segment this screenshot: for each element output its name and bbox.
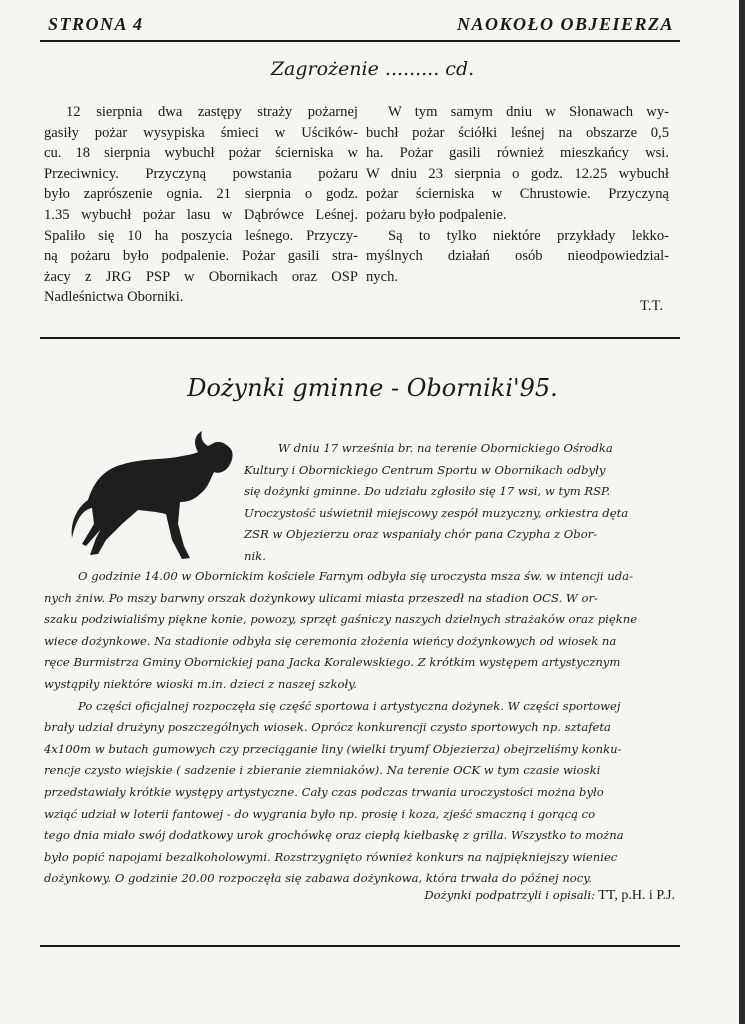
text-line: cu. 18 sierpnia wybuchł pożar ścierniska w <box>44 145 358 162</box>
text-line: ZSR w Objezierzu oraz wspaniały chór pana Czypha z Obor- <box>244 527 598 542</box>
scan-edge <box>739 0 745 1024</box>
text-line: Są to tylko niektóre przykłady lekko- <box>388 227 669 244</box>
text-line: wystąpiły niektóre wioski m.in. dzieci z naszej szkoły. <box>44 676 357 691</box>
text-line: nik. <box>244 548 266 563</box>
text-line: pożar ścierniska w Chrustowie. Przyczyną <box>366 186 669 203</box>
text-line: wiece dożynkowe. Na stadionie odbyła się ceremonia złożenia wieńcy dożynkowych od wiosek na <box>44 633 617 648</box>
text-line: O godzinie 14.00 w Obornickim kościele Farnym odbyła się uroczysta msza św. w intencji uda- <box>78 569 634 583</box>
footer-rule <box>40 945 680 947</box>
text-line: 4x100m w butach gumowych czy przeciąganie liny (wielki tryumf Objezierza) obejrzeliśmy konku- <box>44 741 622 756</box>
text-line: tego dnia miało swój dodatkowy urok grochówkę oraz ciepłą kiełbaskę z grilla. Wszystko to można <box>44 828 624 843</box>
publication-title: NAOKOŁO OBJEIERZA <box>456 14 674 34</box>
article2-signature <box>424 888 675 904</box>
text-line: nych żniw. Po mszy barwny orszak dożynkowy ulicami miasta przeszedł na stadion OCS. W or- <box>44 590 598 605</box>
text-line: myślnych działań osób nieodpowiedzial- <box>366 248 669 265</box>
text-line: dożynkowy. O godzinie 20.00 rozpoczęła się zabawa dożynkowa, która trwała do późnej nocy. <box>44 871 592 886</box>
article1-signature: T.T. <box>640 298 663 314</box>
text-line: żacy z JRG PSP w Obornikach oraz OSP <box>44 268 358 285</box>
article2-intro <box>244 438 628 568</box>
text-line: się dożynki gminne. Do udziału zgłosiło się 17 wsi, w tym RSP. <box>244 484 611 499</box>
section-divider <box>40 337 680 339</box>
text-line: było popić napojami bezalkoholowymi. Rozstrzygnięto również konkurs na najpiękniejszy wieniec <box>44 849 618 864</box>
text-line: Spaliło się 10 ha poszycia leśnego. Przyczy- <box>44 227 358 244</box>
text-line: W dniu 17 września br. na terenie Obornickiego Ośrodka <box>278 441 613 455</box>
text-line: gasiły pożar wysypiska śmieci w Uścików- <box>44 124 358 141</box>
text-line: Przeciwnicy. Przyczyną powstania pożaru <box>44 165 358 182</box>
text-line: szaku podziwialiśmy piękne konie, powozy, sprzęt gaśniczy naszych dzielnych strażaków oraz piękne <box>44 612 638 627</box>
text-line: Kultury i Obornickiego Centrum Sportu w Obornikach odbyły <box>244 462 606 477</box>
text-line: pożaru było podpalenie. <box>366 206 507 223</box>
text-line: 12 sierpnia dwa zastępy straży pożarnej <box>66 104 358 120</box>
text-line: 1.35 wybuchł pożar lasu w Dąbrówce Leśnej. <box>44 206 358 223</box>
bull-illustration <box>62 428 240 564</box>
text-line: wziąć udział w loterii fantowej - do wygrania było np. prosię i koza, zjeść smaczną i gorącą co <box>44 806 596 821</box>
text-line: Po części oficjalnej rozpoczęła się część sportowa i artystyczna dożynek. W części sportowej <box>78 698 621 713</box>
text-line: ha. Pożar gasili również mieszkańcy wsi. <box>366 145 669 162</box>
text-line: było zaprószenie ognia. 21 sierpnia o godz. <box>44 186 358 203</box>
article1-column-right <box>366 102 669 287</box>
article1-title: Zagrożenie ......... cd. <box>270 58 475 80</box>
text-line: ną pożaru było podpalenie. Pożar gasili stra- <box>44 248 358 265</box>
signature-caption: Dożynki podpatrzyli i opisali: <box>424 888 595 902</box>
text-line: Uroczystość uświetnił miejscowy zespół muzyczny, orkiestra dęta <box>244 505 629 520</box>
text-line: W dniu 23 sierpnia o godz. 12.25 wybuchł <box>366 165 669 182</box>
page-number: STRONA 4 <box>48 14 144 34</box>
article2-title: Dożynki gminne - Oborniki'95. <box>187 374 558 402</box>
article1-column-left <box>44 102 358 308</box>
text-line: brały udział drużyny poszczególnych wiosek. Oprócz konkurencji czysto sportowych np. sztafeta <box>44 720 611 735</box>
text-line: nych. <box>366 268 399 285</box>
text-line: buchł pożar ściółki leśnej na obszarze 0,5 <box>366 124 669 141</box>
text-line: W tym samym dniu w Słonawach wy- <box>388 104 669 120</box>
article2-body <box>44 566 637 890</box>
page-header <box>40 10 680 40</box>
text-line: rencje czysto wiejskie ( sadzenie i zbieranie ziemniaków). Na terenie OCK w tym czasie wioski <box>44 763 601 778</box>
text-line: ręce Burmistrza Gminy Obornickiej pana Jacka Koralewskiego. Z krótkim występem artystycznym <box>44 655 621 670</box>
text-line: przedstawiały krótkie występy artystyczne. Cały czas podczas trwania uroczystości można było <box>44 784 604 799</box>
text-line: Nadleśnictwa Oborniki. <box>44 289 184 306</box>
header-rule <box>40 40 680 42</box>
signature-names: TT, p.H. i P.J. <box>598 888 675 903</box>
